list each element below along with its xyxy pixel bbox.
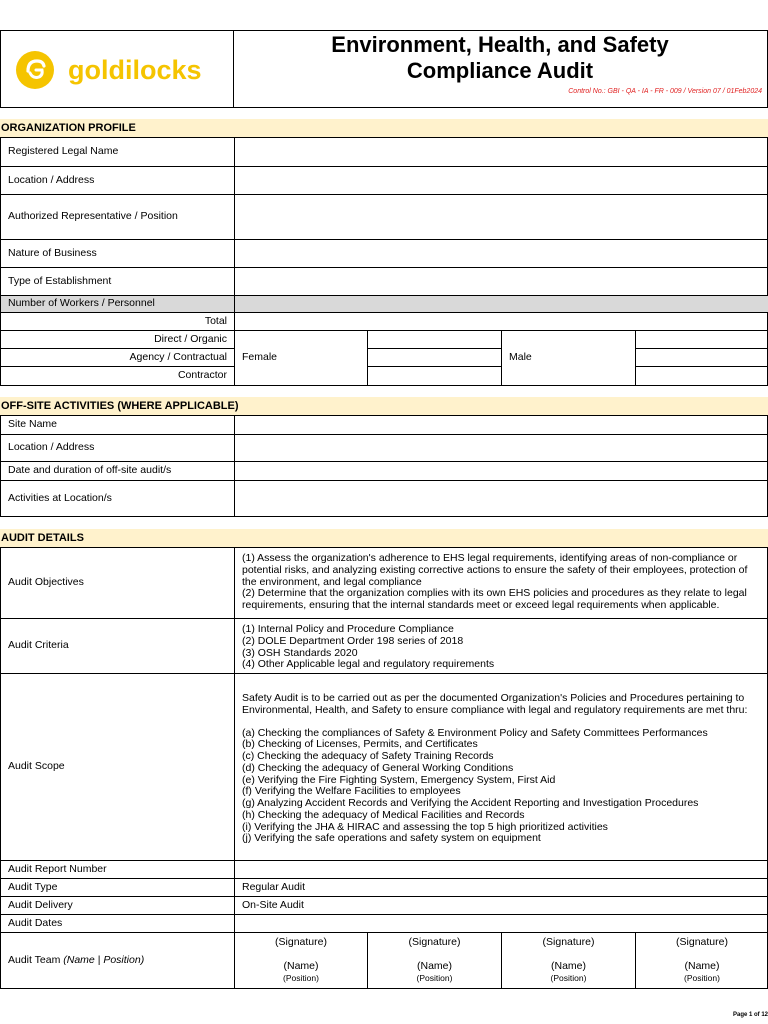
audit-delivery-label: Audit Delivery [0, 896, 234, 914]
workers-heading: Number of Workers / Personnel [0, 295, 234, 312]
team-member-3[interactable] [501, 932, 635, 988]
position-label: (Position) [283, 972, 319, 983]
scope-item-j: (j) Verifying the safe operations and safety system on equipment [242, 832, 541, 845]
name-label: (Name) [684, 960, 720, 973]
signature-label: (Signature) [676, 936, 728, 949]
objective-1: (1) Assess the organization's adherence to EHS legal requirements, identifying areas of non-compliance or potential risks, and analyzing existing corrective actions to ensure the safety of their employees, protection of the environment, and legal compliance [242, 552, 748, 588]
signature-label: (Signature) [275, 936, 327, 949]
workers-agency-label: Agency / Contractual [0, 348, 234, 366]
input-female-agency[interactable] [367, 348, 501, 366]
goldilocks-logo-icon [14, 49, 214, 91]
criteria-4: (4) Other Applicable legal and regulatory requirements [242, 658, 495, 671]
audit-scope-label: Audit Scope [0, 673, 234, 860]
audit-type-label: Audit Type [0, 878, 234, 896]
field-registered-legal-name: Registered Legal Name [0, 137, 234, 166]
field-location-address: Location / Address [0, 166, 234, 194]
name-label: (Name) [416, 960, 452, 973]
objective-2: (2) Determine that the organization complies with its own EHS policies and procedures as they relate to legal requirements, ensuring that the internal standards meet or exceed legal requirements when applicable. [242, 587, 747, 611]
input-female-contractor[interactable] [367, 366, 501, 385]
input-audit-dates[interactable] [234, 914, 768, 932]
section-offsite-activities: OFF-SITE ACTIVITIES (WHERE APPLICABLE) [0, 397, 768, 415]
position-label: (Position) [416, 972, 453, 983]
audit-criteria-label: Audit Criteria [0, 618, 234, 673]
position-label: (Position) [684, 972, 720, 983]
field-nature-of-business: Nature of Business [0, 239, 234, 267]
position-label: (Position) [550, 972, 587, 983]
input-workers-total[interactable] [234, 312, 768, 330]
female-label: Female [234, 330, 367, 385]
input-location-address[interactable] [234, 166, 768, 194]
input-authorized-representative[interactable] [234, 194, 768, 239]
audit-report-number-label: Audit Report Number [0, 860, 234, 878]
field-offsite-date: Date and duration of off-site audit/s [0, 461, 234, 480]
audit-dates-label: Audit Dates [0, 914, 234, 932]
signature-label: (Signature) [542, 936, 595, 949]
input-type-of-establishment[interactable] [234, 267, 768, 295]
field-offsite-location: Location / Address [0, 434, 234, 461]
scope-item-g: (g) Analyzing Accident Records and Verifying the Accident Reporting and Investigation Procedures [242, 797, 699, 809]
field-offsite-activities: Activities at Location/s [0, 480, 234, 516]
input-offsite-location[interactable] [234, 434, 768, 461]
input-offsite-date[interactable] [234, 461, 768, 480]
scope-item-a: (a) Checking the compliances of Safety & Environment Policy and Safety Committees Performances [242, 726, 708, 739]
page-number: Page 1 of 12 [732, 1012, 768, 1018]
name-label: (Name) [283, 960, 319, 973]
scope-item-d: (d) Checking the adequacy of General Working Conditions [242, 761, 514, 774]
signature-label: (Signature) [408, 936, 461, 949]
input-audit-report-number[interactable] [234, 860, 768, 878]
workers-heading-fill [234, 295, 768, 312]
scope-item-c: (c) Checking the adequacy of Safety Training Records [242, 750, 494, 762]
audit-criteria-text [234, 618, 768, 673]
input-male-agency[interactable] [635, 348, 768, 366]
input-offsite-activities[interactable] [234, 480, 768, 516]
workers-total-label: Total [0, 312, 234, 330]
logo-text: goldilocks [68, 55, 202, 85]
title-line-2: Compliance Audit [406, 58, 594, 83]
input-male-contractor[interactable] [635, 366, 768, 385]
scope-item-i: (i) Verifying the JHA & HIRAC and assessing the top 5 high prioritized activities [242, 820, 608, 833]
scope-item-e: (e) Verifying the Fire Fighting System, Emergency System, First Aid [242, 773, 556, 786]
team-member-4[interactable] [635, 932, 768, 988]
input-male-direct[interactable] [635, 330, 768, 348]
field-authorized-representative: Authorized Representative / Position [0, 194, 234, 239]
criteria-3: (3) OSH Standards 2020 [242, 646, 358, 659]
criteria-2: (2) DOLE Department Order 198 series of 2018 [242, 634, 464, 647]
input-female-direct[interactable] [367, 330, 501, 348]
company-logo [14, 49, 214, 91]
audit-team-name-hint: (Name [63, 953, 95, 966]
audit-delivery-value[interactable]: On-Site Audit [234, 896, 768, 914]
audit-team-label [0, 932, 234, 988]
page-title [234, 32, 766, 84]
audit-scope-text [234, 673, 768, 860]
section-audit-details: AUDIT DETAILS [0, 529, 768, 547]
title-line-1: Environment, Health, and Safety [331, 32, 669, 57]
scope-intro: Safety Audit is to be carried out as per the documented Organization's Policies and Procedures pertaining to Environmental, Health, and Safety to ensure compliance with legal and regulatory requirements are met thru: [242, 692, 748, 716]
audit-team-position-hint: Position) [103, 953, 145, 966]
team-member-2[interactable] [367, 932, 501, 988]
input-nature-of-business[interactable] [234, 239, 768, 267]
audit-team-sep: | [94, 953, 104, 966]
scope-item-f: (f) Verifying the Welfare Facilities to employees [242, 785, 461, 798]
audit-objectives-label: Audit Objectives [0, 547, 234, 618]
audit-objectives-text [234, 547, 768, 618]
scope-item-h: (h) Checking the adequacy of Medical Facilities and Records [242, 808, 525, 821]
male-label: Male [501, 330, 635, 385]
workers-contractor-label: Contractor [0, 366, 234, 385]
field-site-name: Site Name [0, 415, 234, 434]
workers-direct-label: Direct / Organic [0, 330, 234, 348]
name-label: (Name) [550, 960, 586, 973]
input-site-name[interactable] [234, 415, 768, 434]
scope-item-b: (b) Checking of Licenses, Permits, and Certificates [242, 738, 478, 751]
control-number: Control No.: GBI - QA - IA - FR - 009 / Version 07 / 01Feb2024 [568, 88, 762, 95]
field-type-of-establishment: Type of Establishment [0, 267, 234, 295]
team-member-1[interactable] [234, 932, 367, 988]
audit-team-text: Audit Team [8, 953, 61, 966]
section-organization-profile: ORGANIZATION PROFILE [0, 119, 768, 137]
audit-type-value[interactable]: Regular Audit [234, 878, 768, 896]
criteria-1: (1) Internal Policy and Procedure Compliance [242, 623, 454, 635]
input-registered-legal-name[interactable] [234, 137, 768, 166]
